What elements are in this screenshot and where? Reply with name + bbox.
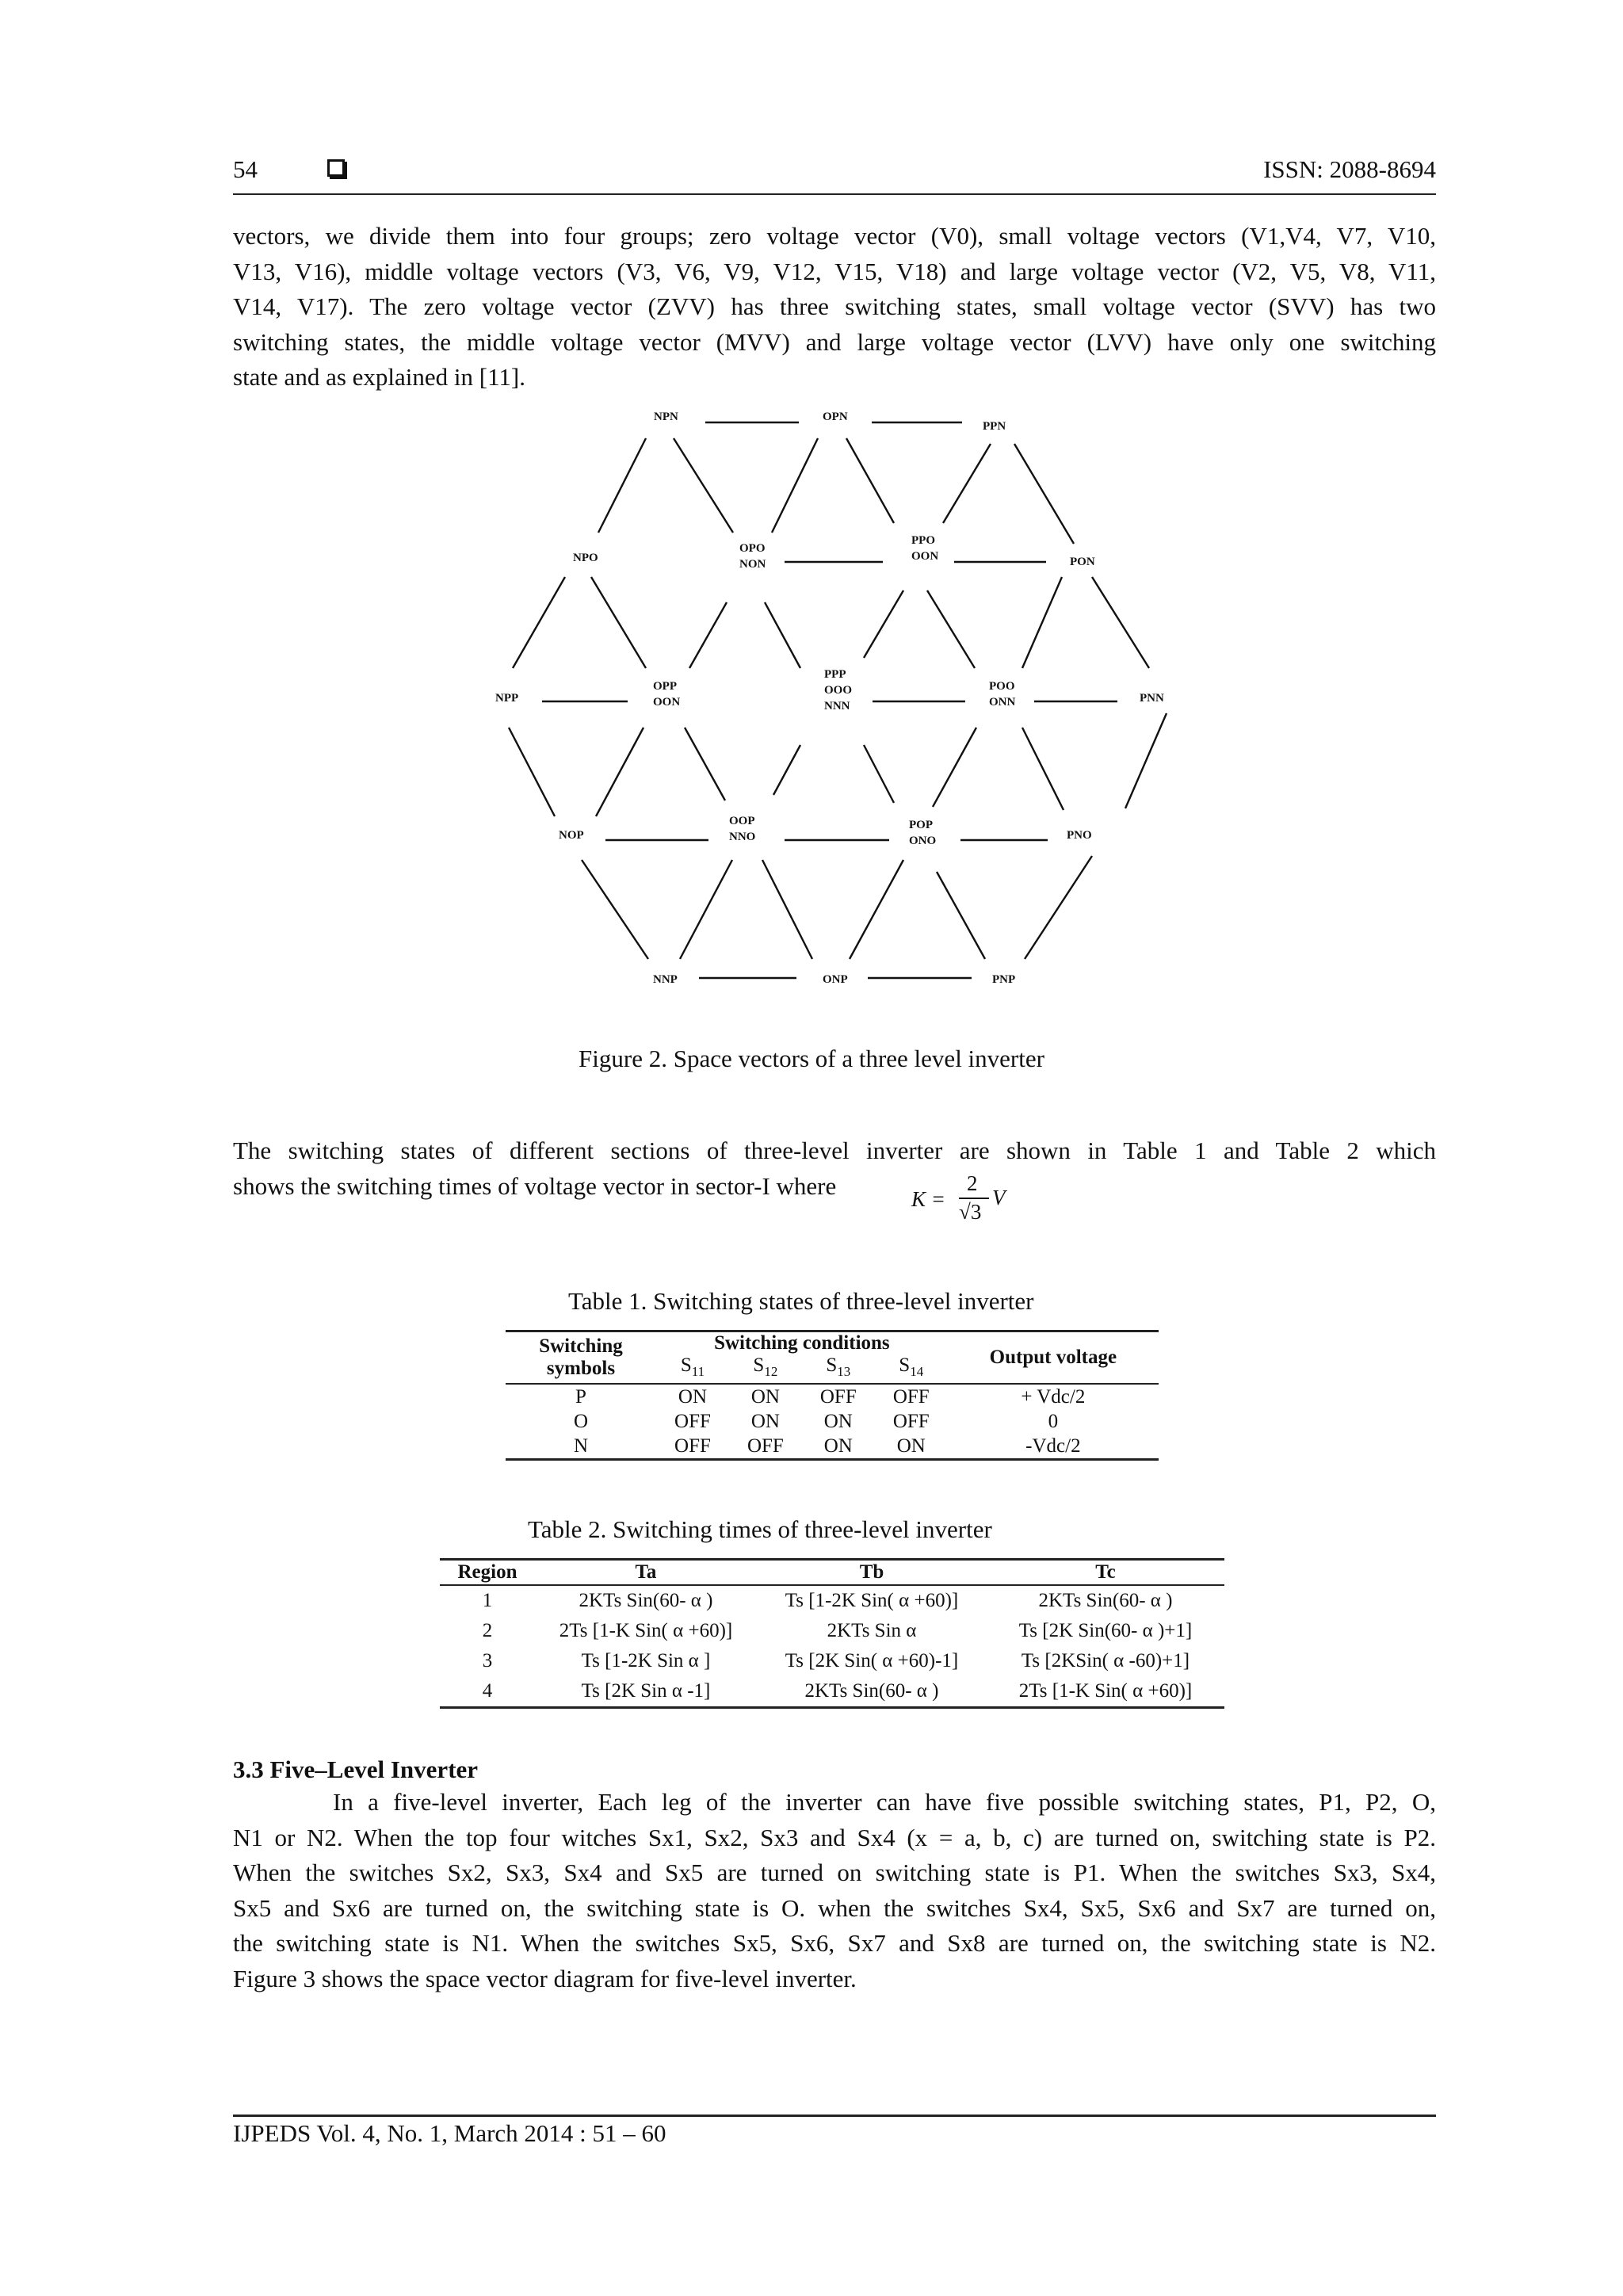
- text-line: vectors, we divide them into four groups; zero voltage vector (V0), small voltage vectors (V1,V4, V7, V10,: [233, 222, 1436, 250]
- text-line: In a five-level inverter, Each leg of the inverter can have five possible switching states, P1, P2, O,: [333, 1788, 1436, 1816]
- node-label: OON: [911, 550, 939, 563]
- column-header: $S_{14}$: [875, 1354, 948, 1384]
- node-label: PNO: [1067, 829, 1092, 842]
- table-cell: ON: [823, 1411, 853, 1432]
- node-label: NNO: [729, 831, 756, 843]
- page-number: 54: [233, 155, 258, 183]
- text-line: switching states, the middle voltage vector (MVV) and large voltage vector (LVV) have only one switching: [233, 327, 1436, 356]
- figure-caption: Figure 2. Space vectors of a three level inverter: [579, 1045, 1044, 1072]
- node-label: OOP: [729, 815, 755, 827]
- table-cell: OFF: [674, 1435, 711, 1457]
- node-label: NNP: [653, 973, 678, 986]
- space-vector-diagram: [0, 0, 1623, 1030]
- column-header: Ta: [535, 1560, 757, 1586]
- table-cell: Ts [1-2K Sin α ]: [581, 1650, 711, 1671]
- table-2-caption: Table 2. Switching times of three-level inverter: [528, 1515, 992, 1543]
- node-label: ONN: [989, 696, 1016, 709]
- node-label: PPN: [983, 420, 1006, 433]
- table-cell: Ts [1-2K Sin( α +60)]: [785, 1590, 959, 1611]
- table-row: [440, 1616, 1224, 1646]
- table-row: [506, 1384, 1159, 1409]
- node-label: PNP: [992, 973, 1016, 986]
- table-cell: 2KTs Sin(60- α ): [804, 1680, 939, 1702]
- table-row: [506, 1434, 1159, 1460]
- node-label: OOO: [824, 684, 853, 697]
- table-cell: Ts [2K Sin(60- α )+1]: [1018, 1620, 1193, 1641]
- column-header: $S_{13}$: [802, 1354, 875, 1384]
- text-line: V14, V17). The zero voltage vector (ZVV) has three switching states, small voltage vector (SVV) has two: [233, 292, 1436, 320]
- text-line: Figure 3 shows the space vector diagram for five-level inverter.: [233, 1964, 857, 1992]
- node-label: OON: [653, 696, 681, 709]
- table-cell: Ts [2K Sin α -1]: [581, 1680, 711, 1702]
- journal-issn: ISSN: 2088-8694: [1263, 155, 1436, 183]
- text-line: V13, V16), middle voltage vectors (V3, V6, V9, V12, V15, V18) and large voltage vector (V2, V5, V8, V11,: [233, 257, 1436, 285]
- table-cell: 2: [482, 1620, 493, 1641]
- table-cell: O: [573, 1411, 589, 1432]
- table-cell: ON: [896, 1435, 926, 1457]
- table-1-caption: Table 1. Switching states of three-level inverter: [568, 1287, 1034, 1315]
- node-label: OPP: [653, 680, 677, 693]
- formula-lhs: K =: [911, 1187, 945, 1211]
- table-cell: OFF: [747, 1435, 784, 1457]
- node-label: NPN: [654, 411, 678, 423]
- table-cell: ON: [823, 1435, 853, 1457]
- column-header: $S_{12}$: [729, 1354, 802, 1384]
- table-cell: + Vdc/2: [1021, 1386, 1086, 1408]
- node-label: NON: [739, 558, 766, 571]
- column-header: $S_{11}$: [656, 1354, 729, 1384]
- text-line: Sx5 and Sx6 are turned on, the switching state is O. when the switches Sx4, Sx5, Sx6 and Sx7 are turned on,: [233, 1893, 1436, 1922]
- table-1: [506, 1330, 1159, 1461]
- table-row: [506, 1409, 1159, 1434]
- text-line: state and as explained in [11].: [233, 363, 526, 391]
- node-label: ONP: [823, 973, 848, 986]
- node-label: POO: [989, 680, 1015, 693]
- node-label: PPO: [911, 534, 935, 547]
- table-cell: Ts [2K Sin( α +60)-1]: [785, 1650, 959, 1671]
- table-row: [440, 1585, 1224, 1616]
- column-header: Tb: [757, 1560, 987, 1586]
- table-cell: ON: [750, 1386, 780, 1408]
- column-header: Tc: [987, 1560, 1224, 1586]
- section-paragraph: [233, 1785, 1436, 1996]
- node-label: ONO: [909, 835, 937, 847]
- footer-rule: [233, 2115, 1436, 2117]
- text-line: The switching states of different sections of three-level inverter are shown in Table 1 and Table 2 which: [233, 1137, 1436, 1164]
- formula-denominator: √3: [959, 1200, 982, 1224]
- node-label: NPP: [495, 692, 519, 705]
- node-label: OPN: [823, 411, 848, 423]
- formula-numerator: 2: [967, 1171, 978, 1195]
- table-cell: 2KTs Sin α: [827, 1620, 917, 1641]
- paragraph-2: [233, 1133, 1436, 1204]
- text-line: shows the switching times of voltage vector in sector-I where: [233, 1171, 837, 1200]
- node-label: NNN: [824, 700, 850, 712]
- section-heading: 3.3 Five–Level Inverter: [233, 1755, 479, 1783]
- column-header: Switching symbols: [506, 1331, 656, 1385]
- node-label: POP: [909, 819, 933, 831]
- node-label: NPO: [573, 552, 598, 564]
- table-cell: 2Ts [1-K Sin( α +60)]: [1018, 1680, 1193, 1702]
- table-cell: OFF: [892, 1386, 930, 1408]
- node-label: OPO: [739, 542, 766, 555]
- table-cell: -Vdc/2: [1025, 1435, 1081, 1457]
- formula-rhs: V: [992, 1186, 1006, 1209]
- table-row: [440, 1676, 1224, 1708]
- table-cell: ON: [678, 1386, 708, 1408]
- table-cell: 2KTs Sin(60- α ): [579, 1590, 713, 1611]
- fraction-bar: [959, 1198, 989, 1199]
- text-line: N1 or N2. When the top four witches Sx1, Sx2, Sx3 and Sx4 (x = a, b, c) are turned on, switching state is P2.: [233, 1823, 1436, 1851]
- table-cell: P: [575, 1386, 586, 1408]
- node-label: PNN: [1140, 692, 1164, 705]
- column-header: Output voltage: [948, 1331, 1159, 1385]
- table-cell: OFF: [674, 1411, 711, 1432]
- table-cell: 0: [1048, 1411, 1059, 1432]
- table-cell: OFF: [892, 1411, 930, 1432]
- column-header: Switching conditions: [714, 1332, 890, 1354]
- node-label: PPP: [824, 668, 846, 681]
- table-cell: Ts [2KSin( α -60)+1]: [1021, 1650, 1190, 1671]
- table-cell: ON: [750, 1411, 780, 1432]
- node-label: PON: [1070, 556, 1095, 568]
- table-cell: N: [573, 1435, 589, 1457]
- table-cell: 3: [482, 1650, 493, 1671]
- table-cell: OFF: [819, 1386, 857, 1408]
- column-header: Region: [440, 1560, 535, 1586]
- table-cell: 4: [482, 1680, 493, 1702]
- table-cell: 1: [482, 1590, 493, 1611]
- node-label: NOP: [559, 829, 584, 842]
- table-2: [440, 1558, 1224, 1709]
- table-cell: 2Ts [1-K Sin( α +60)]: [559, 1620, 733, 1641]
- text-line: the switching state is N1. When the switches Sx5, Sx6, Sx7 and Sx8 are turned on, the switching state is N2.: [233, 1929, 1436, 1957]
- table-row: [440, 1646, 1224, 1676]
- table-cell: 2KTs Sin(60- α ): [1038, 1590, 1173, 1611]
- footer-citation: IJPEDS Vol. 4, No. 1, March 2014 : 51 – 60: [233, 2119, 666, 2147]
- text-line: When the switches Sx2, Sx3, Sx4 and Sx5 are turned on switching state is P1. When the switches Sx3, Sx4,: [233, 1859, 1436, 1886]
